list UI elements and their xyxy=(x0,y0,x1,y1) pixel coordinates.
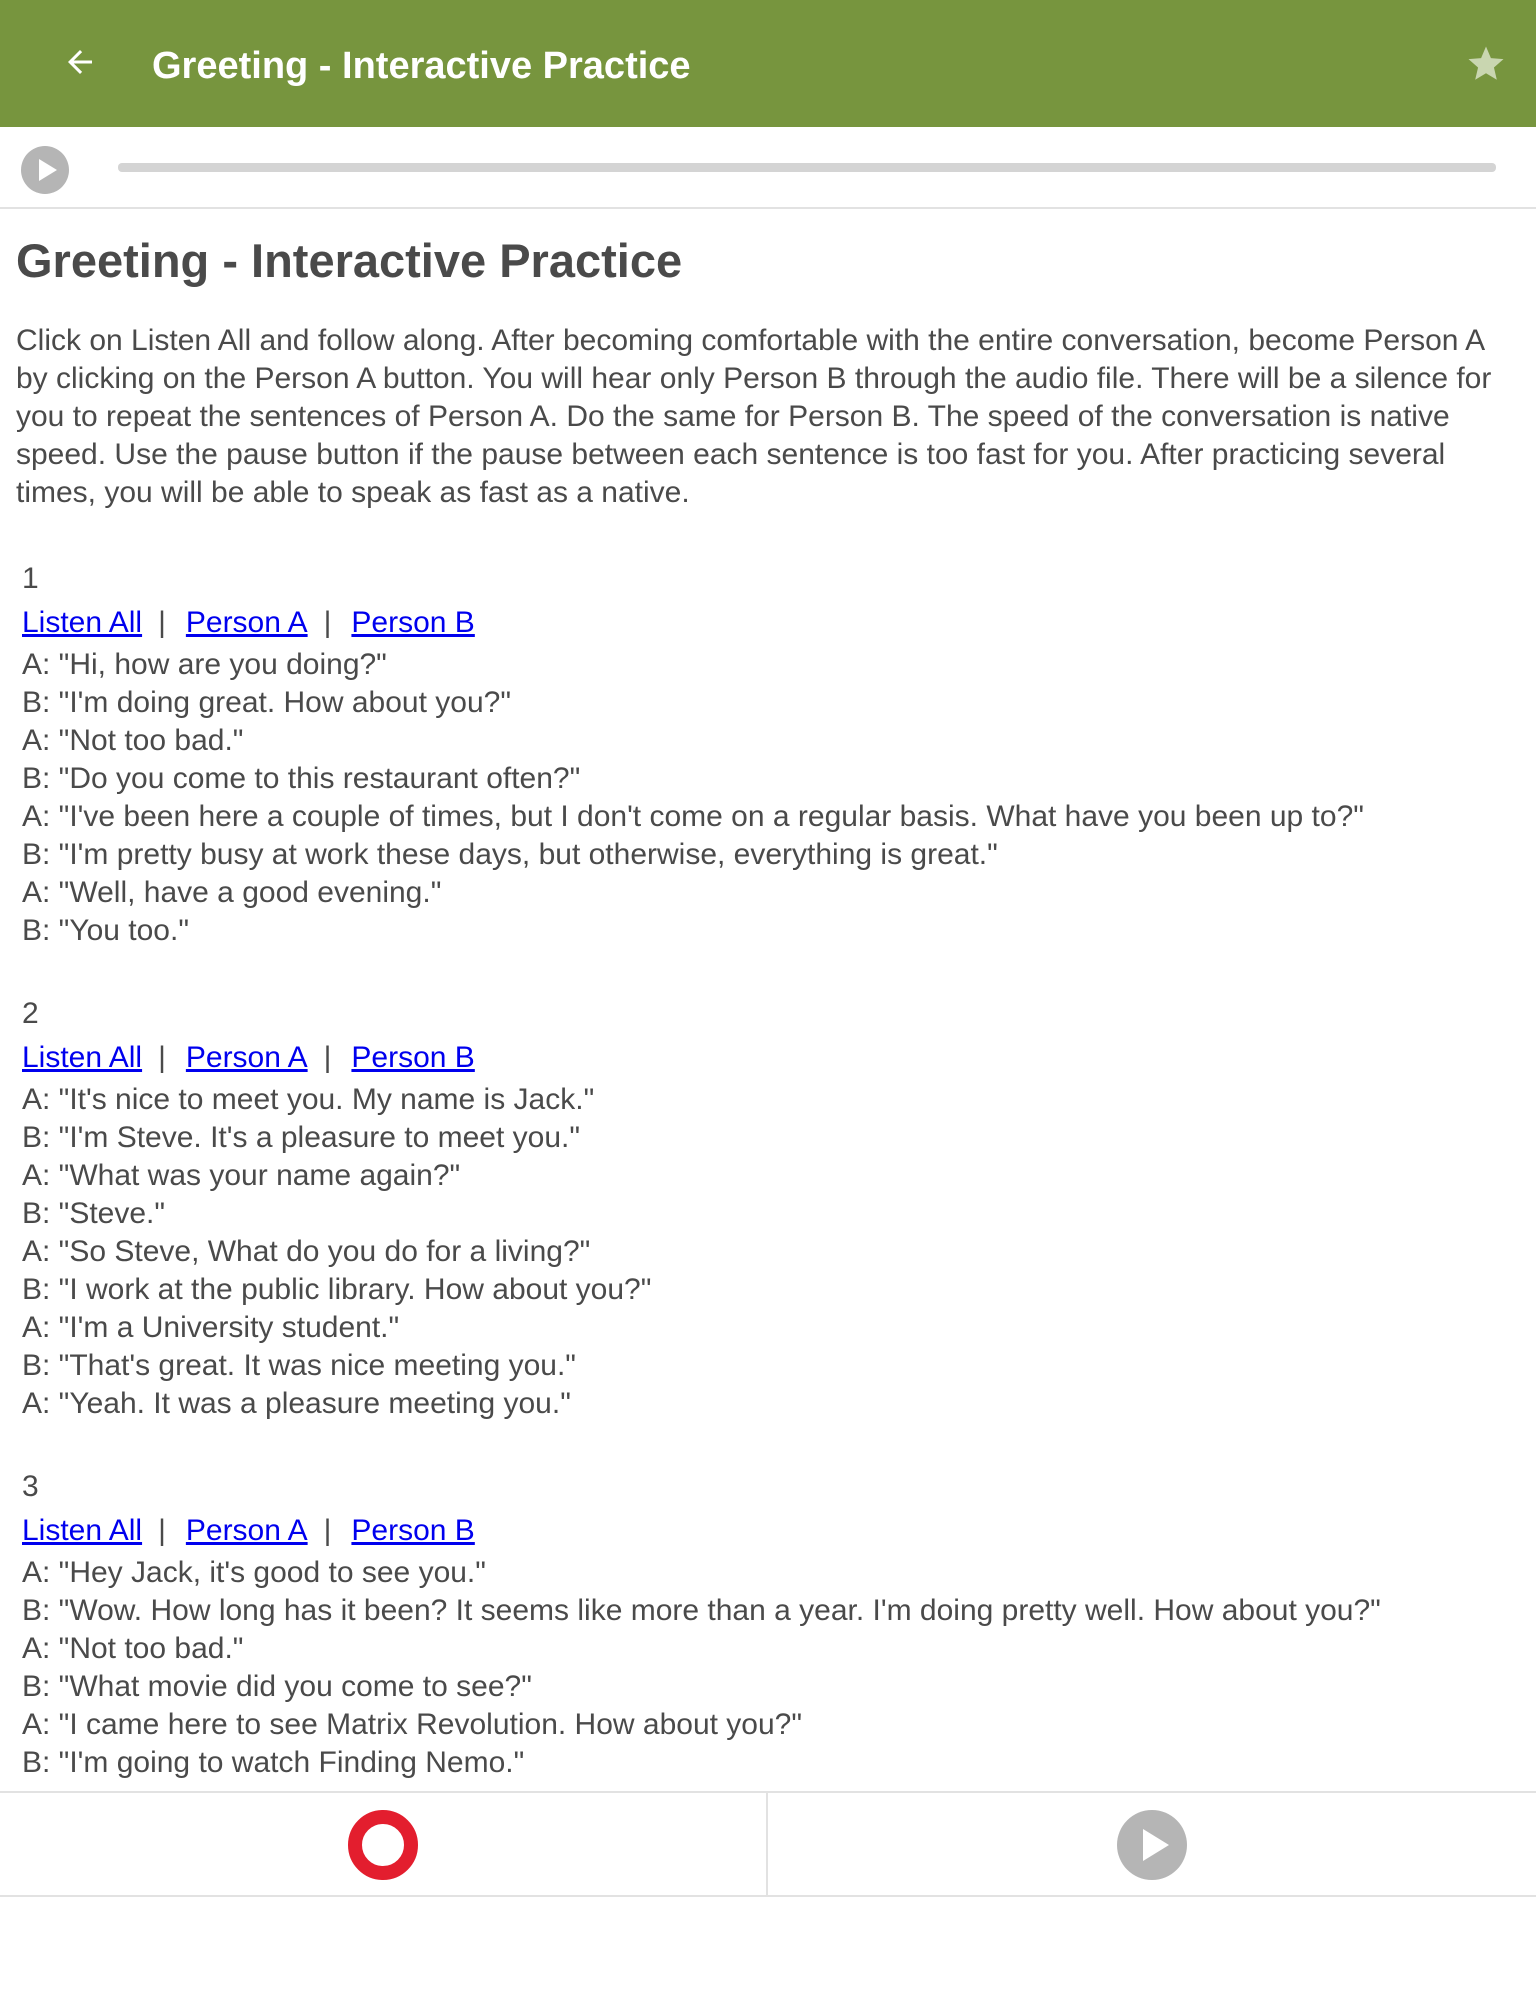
dialogue-line: B: "Wow. How long has it been? It seems like more than a year. I'm doing pretty well. How about you?" xyxy=(22,1594,1381,1627)
link-separator: | xyxy=(323,1514,332,1547)
favorite-button[interactable] xyxy=(1462,40,1510,88)
person-a-link[interactable]: Person A xyxy=(185,606,308,639)
record-icon xyxy=(347,1809,419,1881)
play-circle-icon xyxy=(1116,1809,1188,1881)
person-a-link[interactable]: Person A xyxy=(185,1514,308,1547)
dialogue-lines xyxy=(22,1554,1520,1782)
dialogue-line: B: "I'm going to watch Finding Nemo." xyxy=(22,1746,525,1779)
player-play-button[interactable] xyxy=(20,145,70,195)
person-b-link[interactable]: Person B xyxy=(351,1514,475,1547)
dialogue-line: B: "You too." xyxy=(22,914,189,947)
link-separator: | xyxy=(158,1514,166,1547)
section-links xyxy=(22,1508,1520,1554)
dialogue-lines xyxy=(22,646,1520,950)
dialogue-line: B: "I'm doing great. How about you?" xyxy=(22,686,511,719)
dialogue-line: A: "Hey Jack, it's good to see you." xyxy=(22,1556,486,1589)
dialogue-lines xyxy=(22,1081,1520,1423)
dialogue-line: A: "What was your name again?" xyxy=(22,1159,461,1192)
dialogue-line: A: "Yeah. It was a pleasure meeting you." xyxy=(22,1387,571,1420)
person-b-link[interactable]: Person B xyxy=(351,606,475,639)
page-title: Greeting - Interactive Practice xyxy=(16,234,683,287)
dialogue-line: A: "I came here to see Matrix Revolution. How about you?" xyxy=(22,1708,803,1741)
app-bar-title: Greeting - Interactive Practice xyxy=(152,45,691,87)
star-icon xyxy=(1465,43,1507,85)
record-button[interactable] xyxy=(0,1793,768,1897)
dialogue-line: A: "I'm a University student." xyxy=(22,1311,400,1344)
listen-all-link[interactable]: Listen All xyxy=(22,1041,143,1074)
link-separator: | xyxy=(323,1041,332,1074)
dialogue-line: B: "That's great. It was nice meeting you." xyxy=(22,1349,576,1382)
dialogue-section xyxy=(16,558,1520,950)
arrow-left-icon xyxy=(62,44,98,80)
playback-button[interactable] xyxy=(768,1793,1536,1897)
audio-player xyxy=(0,127,1536,209)
bottom-bar xyxy=(0,1791,1536,1897)
dialogue-line: A: "So Steve, What do you do for a living?" xyxy=(22,1235,591,1268)
dialogue-line: B: "Do you come to this restaurant often?" xyxy=(22,762,581,795)
lesson-content[interactable] xyxy=(0,211,1536,1791)
dialogue-line: B: "Steve." xyxy=(22,1197,166,1230)
dialogue-line: A: "It's nice to meet you. My name is Jack." xyxy=(22,1083,595,1116)
play-circle-icon xyxy=(20,145,70,195)
section-number: 2 xyxy=(22,997,39,1030)
listen-all-link[interactable]: Listen All xyxy=(22,1514,143,1547)
dialogue-line: A: "I've been here a couple of times, but I don't come on a regular basis. What have you been up to?" xyxy=(22,800,1364,833)
person-a-link[interactable]: Person A xyxy=(185,1041,308,1074)
dialogue-line: B: "I'm pretty busy at work these days, but otherwise, everything is great." xyxy=(22,838,998,871)
person-b-link[interactable]: Person B xyxy=(351,1041,475,1074)
dialogue-line: A: "Not too bad." xyxy=(22,1632,244,1665)
section-number: 1 xyxy=(22,562,39,595)
dialogue-line: B: "What movie did you come to see?" xyxy=(22,1670,532,1703)
dialogue-line: B: "I work at the public library. How about you?" xyxy=(22,1273,652,1306)
back-button[interactable] xyxy=(58,40,102,84)
section-links xyxy=(22,600,1520,646)
dialogue-line: A: "Not too bad." xyxy=(22,724,244,757)
audio-progress-bar[interactable] xyxy=(118,163,1496,172)
dialogue-section xyxy=(16,993,1520,1423)
dialogue-section xyxy=(16,1466,1520,1782)
link-separator: | xyxy=(158,606,166,639)
section-number: 3 xyxy=(22,1470,39,1503)
intro-text: Click on Listen All and follow along. After becoming comfortable with the entire conversation, become Person A by clicking on the Person A button. You will hear only Person B through the audio file. There will be a silence for you to repeat the sentences of Person A. Do the same for Person B. The speed of the conversation is native speed. Use the pause button if the pause between each sentence is too fast for you. After practicing several times, you will be able to speak as fast as a native. xyxy=(16,324,1492,509)
listen-all-link[interactable]: Listen All xyxy=(22,606,143,639)
section-links xyxy=(22,1035,1520,1081)
dialogue-line: A: "Hi, how are you doing?" xyxy=(22,648,387,681)
link-separator: | xyxy=(158,1041,166,1074)
app-bar xyxy=(0,0,1536,127)
link-separator: | xyxy=(323,606,332,639)
dialogue-line: A: "Well, have a good evening." xyxy=(22,876,442,909)
dialogue-line: B: "I'm Steve. It's a pleasure to meet you." xyxy=(22,1121,581,1154)
